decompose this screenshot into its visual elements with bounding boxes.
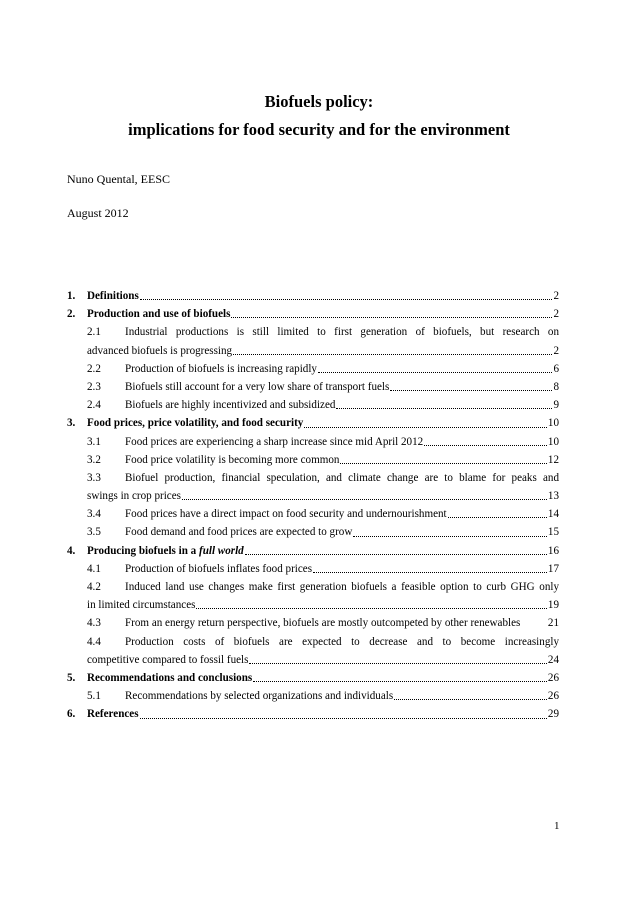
toc-entry-2-1[interactable]: [67, 323, 559, 359]
leader-dots: [249, 662, 546, 664]
leader-dots: [313, 571, 547, 573]
toc-entry-4-2[interactable]: [67, 578, 559, 614]
toc-entry-1[interactable]: [67, 287, 559, 305]
toc-number: 3.: [67, 417, 76, 430]
toc-page: 17: [547, 562, 559, 575]
date-line: August 2012: [67, 206, 129, 220]
toc-page: 12: [547, 453, 559, 466]
leader-dots: [253, 680, 547, 682]
toc-number: 4.: [67, 544, 76, 557]
toc-page: 26: [547, 672, 559, 684]
toc-title-line2: swings in crop prices: [87, 490, 181, 503]
toc-title: Production of biofuels is increasing rapidly: [125, 362, 317, 375]
toc-number: 2.: [67, 308, 76, 321]
toc-title: Recommendations and conclusions: [87, 672, 253, 684]
toc-title: Food prices have a direct impact on food security and undernourishment: [125, 508, 447, 521]
leader-dots: [304, 426, 547, 428]
leader-dots: [424, 444, 547, 446]
toc-title-line1: Production costs of biofuels are expected to decrease and to become increasingly: [125, 635, 559, 648]
toc-number: 2.1: [87, 326, 101, 339]
toc-number: 4.3: [87, 617, 101, 630]
toc-number: 3.3: [87, 471, 101, 484]
toc-entry-2[interactable]: [67, 305, 559, 323]
toc-page: 8: [553, 380, 559, 393]
toc-number: 1.: [67, 290, 76, 302]
toc-number: 4.2: [87, 581, 101, 594]
toc-number: 3.5: [87, 526, 101, 539]
page-number: 1: [554, 820, 560, 832]
toc-title: [87, 542, 244, 560]
toc-page: 9: [553, 399, 559, 412]
author-line: Nuno Quental, EESC: [67, 172, 170, 186]
toc-entry-2-2[interactable]: [67, 360, 559, 378]
toc-title: Food demand and food prices are expected to grow: [125, 526, 353, 539]
leader-dots: [353, 535, 547, 537]
toc-entry-4-1[interactable]: [67, 560, 559, 578]
leader-dots: [390, 389, 552, 391]
toc-page: 2: [553, 308, 559, 321]
toc-page: 24: [547, 653, 559, 666]
toc-entry-4-4[interactable]: [67, 633, 559, 669]
toc-title: Food price volatility is becoming more common: [125, 453, 340, 466]
toc-entry-3[interactable]: [67, 414, 559, 432]
toc-entry-3-5[interactable]: [67, 523, 559, 541]
leader-space: [521, 627, 547, 628]
toc-title: References: [87, 708, 139, 721]
toc-page: 29: [547, 708, 559, 721]
leader-dots: [336, 407, 552, 409]
toc-title: Food prices are experiencing a sharp increase since mid April 2012: [125, 435, 424, 448]
toc-number: 3.4: [87, 508, 101, 521]
leader-dots: [340, 462, 546, 464]
toc-page: 15: [547, 526, 559, 539]
toc-entry-5-1[interactable]: [67, 687, 559, 705]
toc-title: From an energy return perspective, biofuels are mostly outcompeted by other renewables: [125, 617, 521, 630]
leader-dots: [318, 371, 553, 373]
leader-dots: [140, 298, 553, 300]
table-of-contents: [67, 287, 559, 724]
toc-entry-2-3[interactable]: [67, 378, 559, 396]
leader-dots: [182, 498, 547, 500]
toc-number: 4.1: [87, 562, 101, 575]
toc-number: 4.4: [87, 635, 101, 648]
toc-entry-2-4[interactable]: [67, 396, 559, 414]
leader-dots: [140, 717, 547, 719]
toc-title-line2: in limited circumstances: [87, 599, 196, 612]
toc-page: 26: [547, 690, 559, 703]
toc-number: 5.1: [87, 690, 101, 703]
leader-dots: [394, 698, 547, 700]
document-title: Biofuels policy:: [264, 92, 374, 111]
leader-dots: [196, 607, 546, 609]
toc-entry-3-2[interactable]: [67, 451, 559, 469]
toc-title-line1: Biofuel production, financial speculation, and climate change are to blame for peaks and: [125, 471, 559, 484]
toc-title: Production and use of biofuels: [87, 308, 231, 321]
document-subtitle: implications for food security and for the environment: [128, 120, 510, 139]
toc-title: Production of biofuels inflates food prices: [125, 562, 313, 575]
toc-entry-3-3[interactable]: [67, 469, 559, 505]
toc-number: 2.4: [87, 399, 101, 412]
toc-title: Biofuels are highly incentivized and subsidized: [125, 399, 336, 412]
toc-entry-3-4[interactable]: [67, 505, 559, 523]
toc-page: 2: [553, 344, 559, 357]
toc-page: 21: [547, 617, 559, 630]
leader-dots: [448, 516, 547, 518]
toc-title-emphasis: full world: [199, 544, 244, 557]
toc-page: 13: [547, 490, 559, 503]
toc-page: 6: [553, 362, 559, 375]
toc-entry-4-3[interactable]: [67, 614, 559, 632]
toc-title-line1: Industrial productions is still limited to first generation of biofuels, but research on: [125, 326, 559, 339]
toc-entry-6[interactable]: [67, 705, 559, 723]
toc-title: Definitions: [87, 290, 139, 302]
toc-entry-5[interactable]: [67, 669, 559, 687]
toc-page: 10: [547, 417, 559, 430]
toc-entry-4[interactable]: [67, 542, 559, 560]
toc-title-line2: advanced biofuels is progressing: [87, 344, 233, 357]
leader-dots: [233, 353, 552, 355]
leader-dots: [231, 316, 552, 318]
toc-title: Food prices, price volatility, and food security: [87, 417, 304, 430]
toc-number: 3.1: [87, 435, 101, 448]
toc-page: 2: [553, 290, 559, 302]
toc-page: 16: [547, 544, 559, 557]
toc-title: Biofuels still account for a very low share of transport fuels: [125, 380, 390, 393]
toc-number: 2.2: [87, 362, 101, 375]
toc-page: 19: [547, 599, 559, 612]
toc-number: 5.: [67, 672, 76, 684]
toc-title-line1: Induced land use changes make first generation biofuels a feasible option to curb GHG only: [125, 581, 559, 594]
leader-dots: [245, 553, 547, 555]
toc-page: 10: [547, 435, 559, 448]
toc-title: Recommendations by selected organizations and individuals: [125, 690, 394, 703]
toc-page: 14: [547, 508, 559, 521]
toc-number: 2.3: [87, 380, 101, 393]
toc-number: 3.2: [87, 453, 101, 466]
toc-number: 6.: [67, 708, 76, 721]
toc-entry-3-1[interactable]: [67, 433, 559, 451]
toc-title-prefix: Producing biofuels in a: [87, 544, 199, 557]
toc-title-line2: competitive compared to fossil fuels: [87, 653, 249, 666]
